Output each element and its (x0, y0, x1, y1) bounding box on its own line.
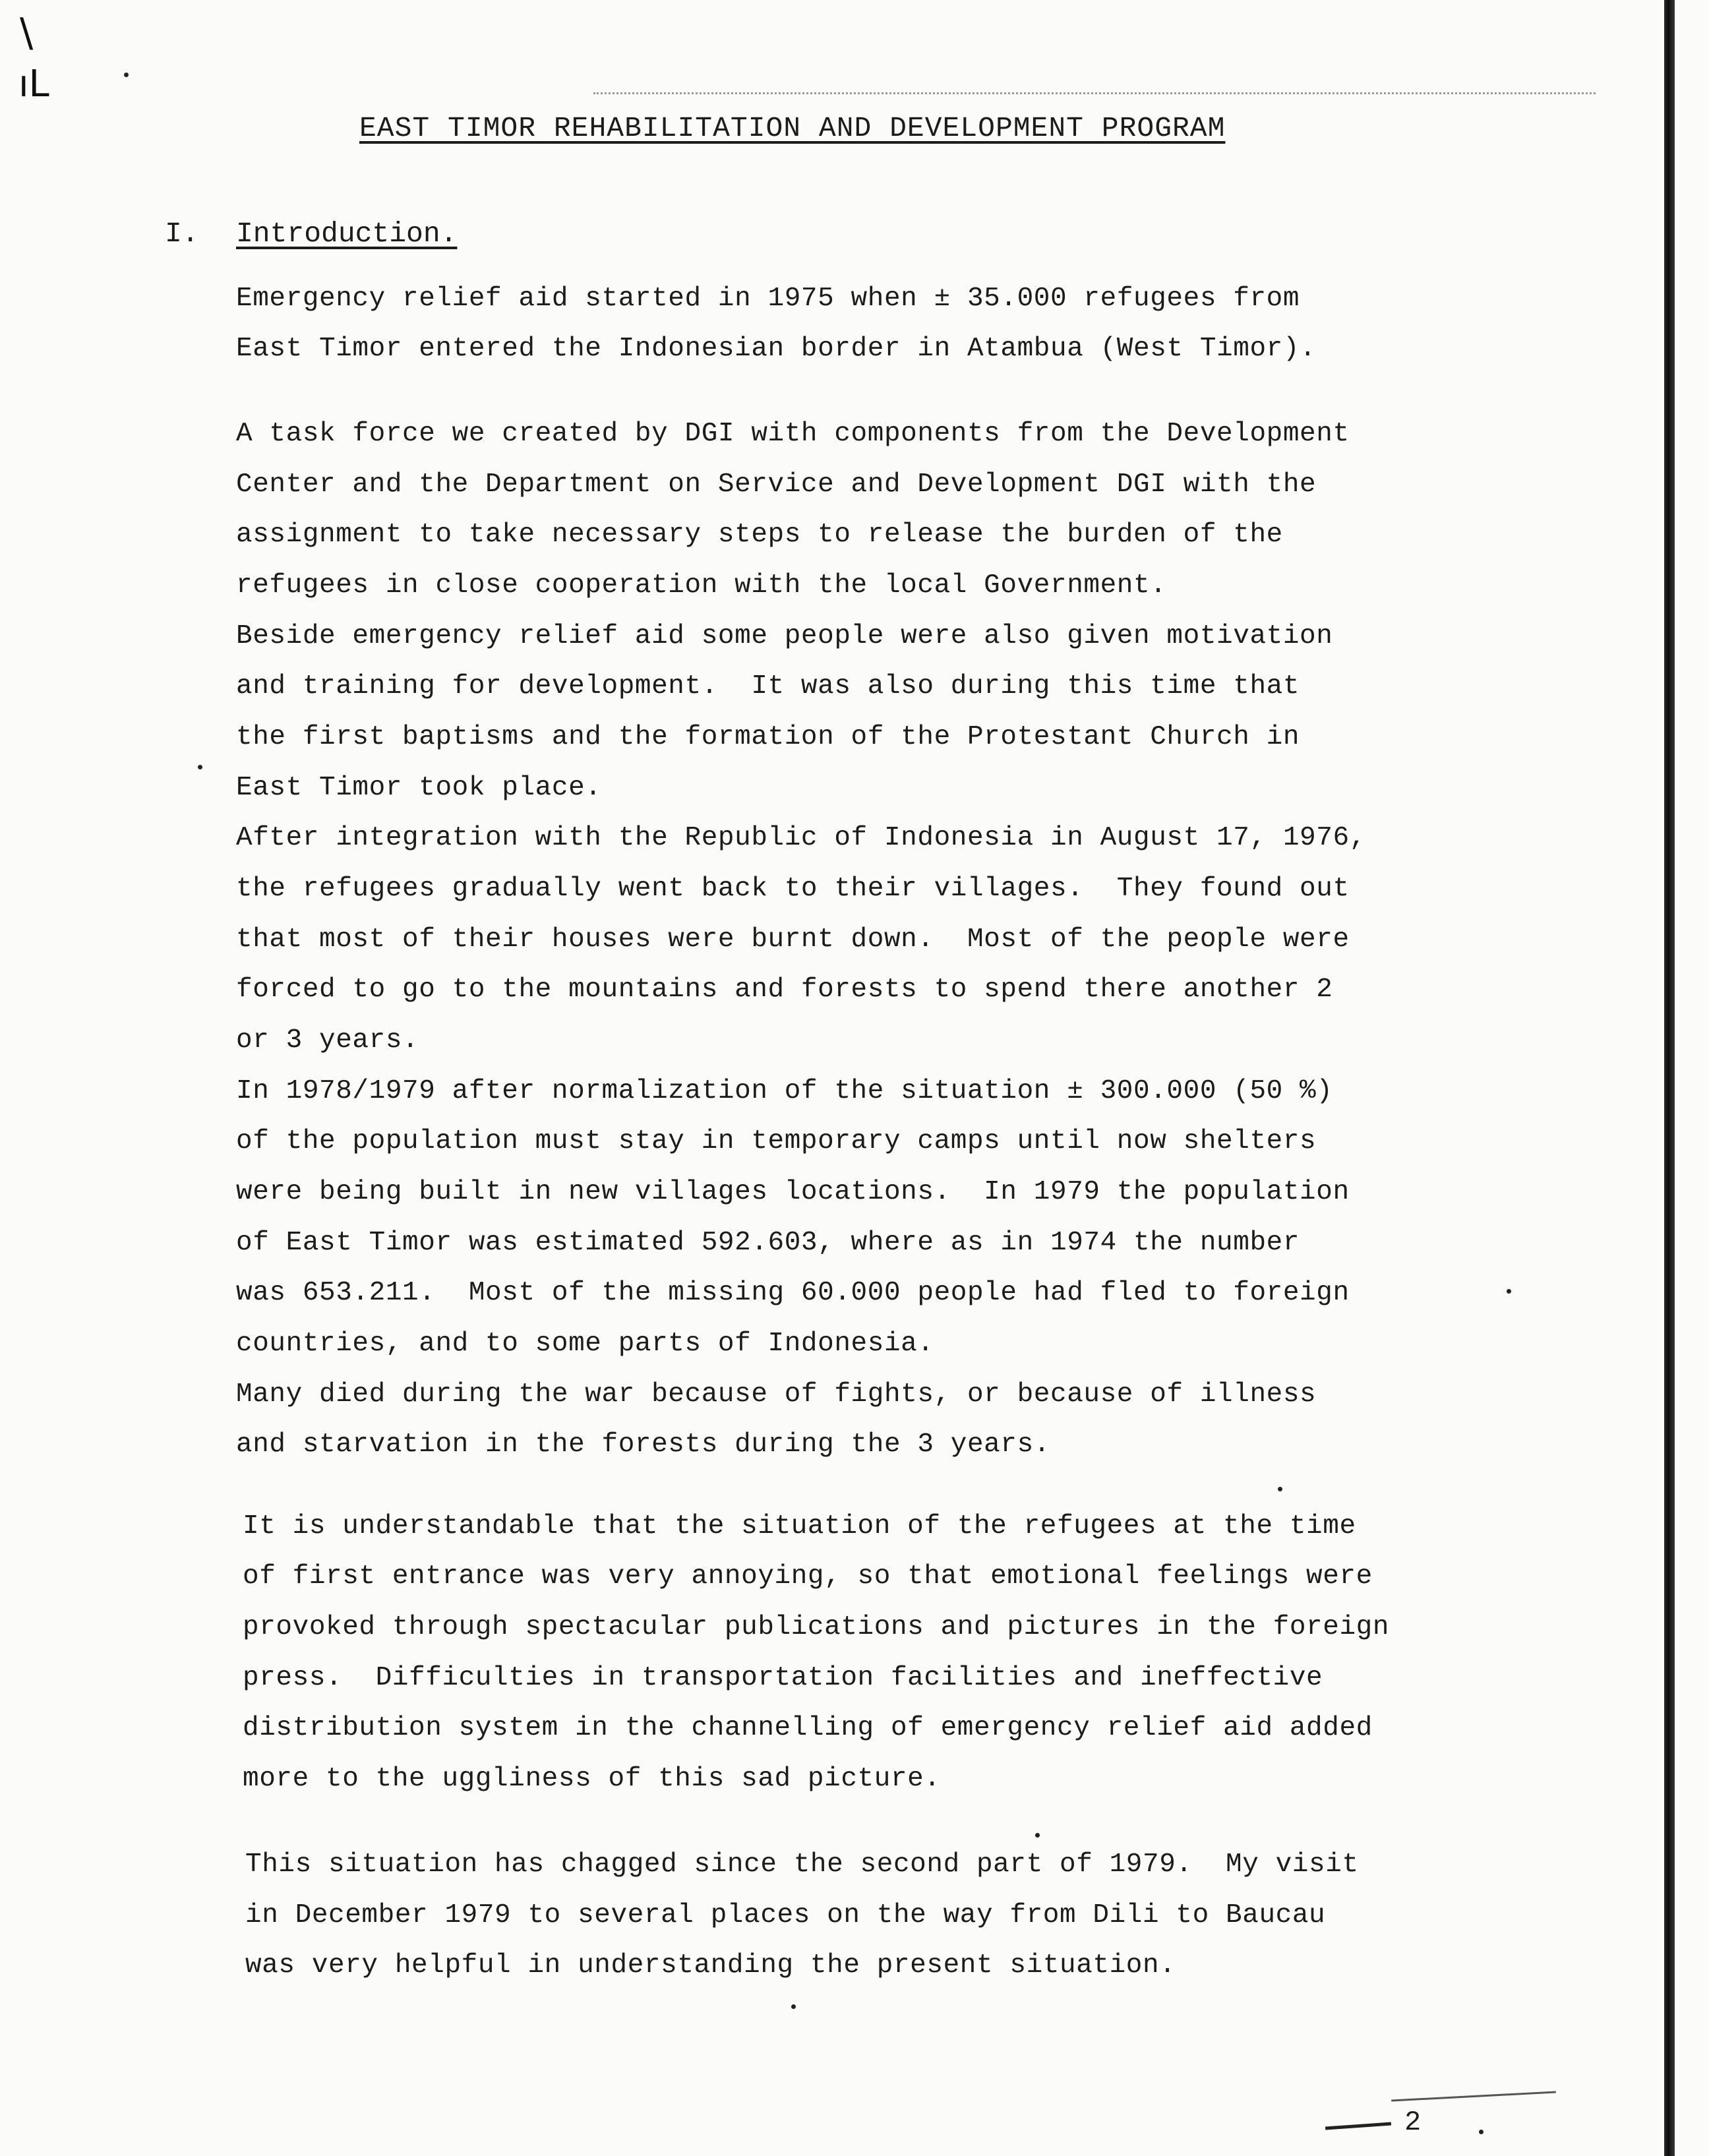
scan-speck (1507, 1289, 1511, 1294)
body-line: of East Timor was estimated 592.603, where as in 1974 the number (236, 1228, 1300, 1258)
scan-speck (1278, 1487, 1282, 1491)
body-line: This situation has chagged since the second part of 1979. My visit (245, 1849, 1359, 1880)
body-line: Emergency relief aid started in 1975 when ± 35.000 refugees from (236, 284, 1300, 314)
scan-speck (124, 73, 129, 77)
section-title: Introduction. (236, 218, 458, 250)
body-line: and starvation in the forests during the 3 years. (236, 1429, 1050, 1460)
scan-speck (1035, 1833, 1040, 1838)
body-line: in December 1979 to several places on the way from Dili to Baucau (245, 1900, 1326, 1931)
body-line: or 3 years. (236, 1025, 419, 1056)
body-line: the first baptisms and the formation of the Protestant Church in (236, 722, 1300, 752)
body-line: Center and the Department on Service and Development DGI with the (236, 469, 1317, 500)
body-line: It is understandable that the situation of the refugees at the time (243, 1511, 1356, 1542)
scan-speck (1479, 2130, 1484, 2134)
corner-mark-2: ıL (18, 63, 49, 105)
page-number: 2 (1404, 2107, 1422, 2138)
scan-dotted-rule (593, 92, 1596, 94)
body-line: assignment to take necessary steps to release the burden of the (236, 520, 1283, 550)
body-line: provoked through spectacular publications and pictures in the foreign (243, 1612, 1390, 1642)
body-line: that most of their houses were burnt down. Most of the people were (236, 924, 1350, 955)
body-line: of the population must stay in temporary camps until now shelters (236, 1126, 1317, 1156)
page-number-stroke (1391, 2091, 1556, 2101)
section-number: I. (165, 218, 199, 250)
document-title: EAST TIMOR REHABILITATION AND DEVELOPMENT PROGRAM (359, 112, 1226, 144)
body-line: Many died during the war because of fights, or because of illness (236, 1379, 1317, 1410)
corner-mark: \ (20, 10, 34, 56)
body-line: was 653.211. Most of the missing 60.000 people had fled to foreign (236, 1278, 1350, 1308)
body-line: of first entrance was very annoying, so that emotional feelings were (243, 1561, 1373, 1592)
body-line: East Timor took place. (236, 773, 602, 803)
body-line: was very helpful in understanding the present situation. (245, 1950, 1176, 1981)
body-line: Beside emergency relief aid some people were also given motivation (236, 621, 1333, 651)
body-line: refugees in close cooperation with the local Government. (236, 570, 1167, 601)
body-line: In 1978/1979 after normalization of the situation ± 300.000 (50 %) (236, 1076, 1333, 1106)
scan-speck (198, 765, 202, 769)
scan-speck (791, 2004, 796, 2009)
body-line: East Timor entered the Indonesian border in Atambua (West Timor). (236, 334, 1317, 364)
body-line: A task force we created by DGI with components from the Development (236, 419, 1350, 449)
body-line: the refugees gradually went back to their villages. They found out (236, 874, 1350, 904)
body-line: forced to go to the mountains and forests to spend there another 2 (236, 974, 1333, 1005)
body-line: press. Difficulties in transportation facilities and ineffective (243, 1663, 1323, 1693)
body-line: countries, and to some parts of Indonesia. (236, 1329, 934, 1359)
body-line: were being built in new villages locations. In 1979 the population (236, 1177, 1350, 1207)
body-line: distribution system in the channelling of emergency relief aid added (243, 1713, 1373, 1743)
scan-edge-shadow (1664, 0, 1675, 2156)
body-line: and training for development. It was also during this time that (236, 671, 1300, 702)
body-line: more to the uggliness of this sad picture. (243, 1764, 941, 1794)
page-number-dash (1325, 2122, 1391, 2130)
body-line: After integration with the Republic of Indonesia in August 17, 1976, (236, 823, 1366, 853)
